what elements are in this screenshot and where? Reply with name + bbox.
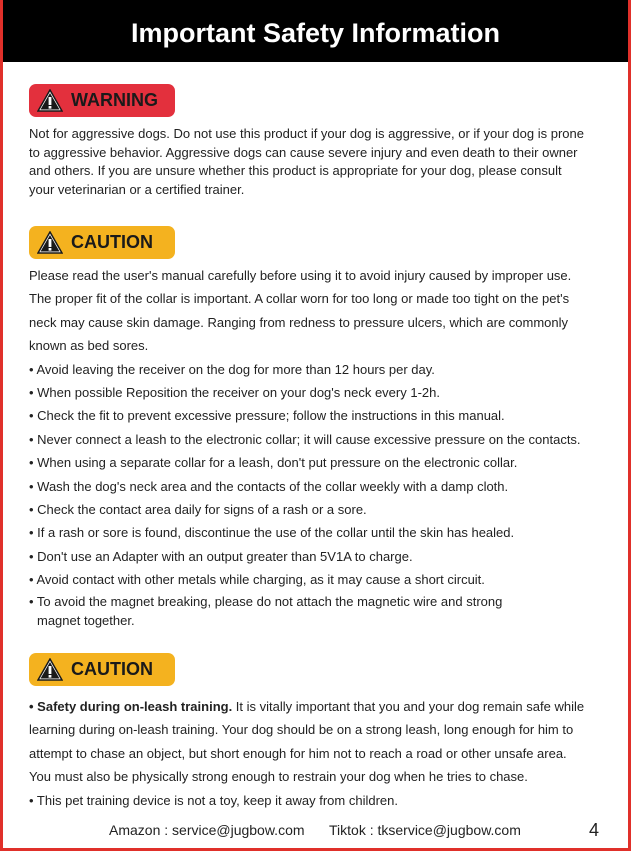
text-line: Please read the user's manual carefully before using it to avoid injury caused by improper use.	[29, 268, 572, 283]
amazon-contact: Amazon : service@jugbow.com	[109, 822, 305, 838]
caution-text-2	[29, 695, 609, 812]
caution-label: CAUTION	[71, 232, 153, 252]
caution-label: CAUTION	[71, 659, 153, 679]
bullet-item: • To avoid the magnet breaking, please do not attach the magnetic wire and strong	[29, 593, 503, 609]
text-line: learning during on-leash training. Your dog should be on a strong leash, long enough for him to	[29, 722, 574, 738]
bold-lead: • Safety during on-leash training.	[29, 699, 233, 714]
text-line: Not for aggressive dogs. Do not use this product if your dog is aggressive, or if your dog is prone	[29, 126, 584, 141]
bullet-item: • Don't use an Adapter with an output greater than 5V1A to charge.	[29, 548, 413, 564]
bullet-item: • Check the fit to prevent excessive pressure; follow the instructions in this manual.	[29, 408, 505, 424]
caution-text	[29, 264, 609, 630]
bullet-item: • Wash the dog's neck area and the contacts of the collar weekly with a damp cloth.	[29, 478, 509, 494]
text-line: The proper fit of the collar is important. A collar worn for too long or made too tight on the pet's	[29, 291, 570, 307]
text-line: your veterinarian or a certified trainer.	[29, 181, 245, 197]
bullet-item: • Never connect a leash to the electronic collar; it will cause excessive pressure on the contacts.	[29, 431, 581, 447]
text-line: to aggressive behavior. Aggressive dogs can cause severe injury and even death to their owner	[29, 144, 578, 160]
caution-badge-2	[29, 653, 175, 686]
tiktok-contact: Tiktok : tkservice@jugbow.com	[329, 822, 521, 838]
text-line: You must also be physically strong enough to restrain your dog when he tries to chase.	[29, 769, 528, 785]
warning-text	[29, 125, 609, 199]
caution-badge	[29, 226, 175, 259]
lead-rest: It is vitally important that you and your dog remain safe while	[232, 699, 585, 714]
bullet-item: • When possible Reposition the receiver on your dog's neck every 1-2h.	[29, 385, 440, 401]
warning-triangle-icon	[37, 231, 63, 254]
bullet-item: • Avoid leaving the receiver on the dog for more than 12 hours per day.	[29, 361, 435, 377]
page-title: Important Safety Information	[3, 0, 628, 62]
text-line: known as bed sores.	[29, 338, 149, 354]
warning-label: WARNING	[71, 90, 158, 110]
text-line: neck may cause skin damage. Ranging from redness to pressure ulcers, which are commonly	[29, 314, 569, 330]
bullet-item: • Avoid contact with other metals while charging, as it may cause a short circuit.	[29, 572, 485, 588]
warning-triangle-icon	[37, 658, 63, 681]
warning-badge	[29, 84, 175, 117]
text-line	[29, 695, 609, 718]
text-line: and others. If you are unsure whether this product is appropriate for your dog, please consult	[29, 163, 562, 178]
page-number: 4	[589, 820, 600, 840]
bullet-item-continued: magnet together.	[37, 612, 135, 628]
bullet-item: • If a rash or sore is found, discontinue the use of the collar until the skin has healed.	[29, 525, 515, 541]
text-line: attempt to chase an object, but short enough for him not to reach a road or other unsafe area.	[29, 745, 567, 761]
bullet-item: • Check the contact area daily for signs of a rash or a sore.	[29, 502, 367, 518]
bullet-item: • When using a separate collar for a leash, don't put pressure on the electronic collar.	[29, 455, 518, 471]
warning-triangle-icon	[37, 89, 63, 112]
bullet-item: • This pet training device is not a toy, keep it away from children.	[29, 792, 398, 808]
